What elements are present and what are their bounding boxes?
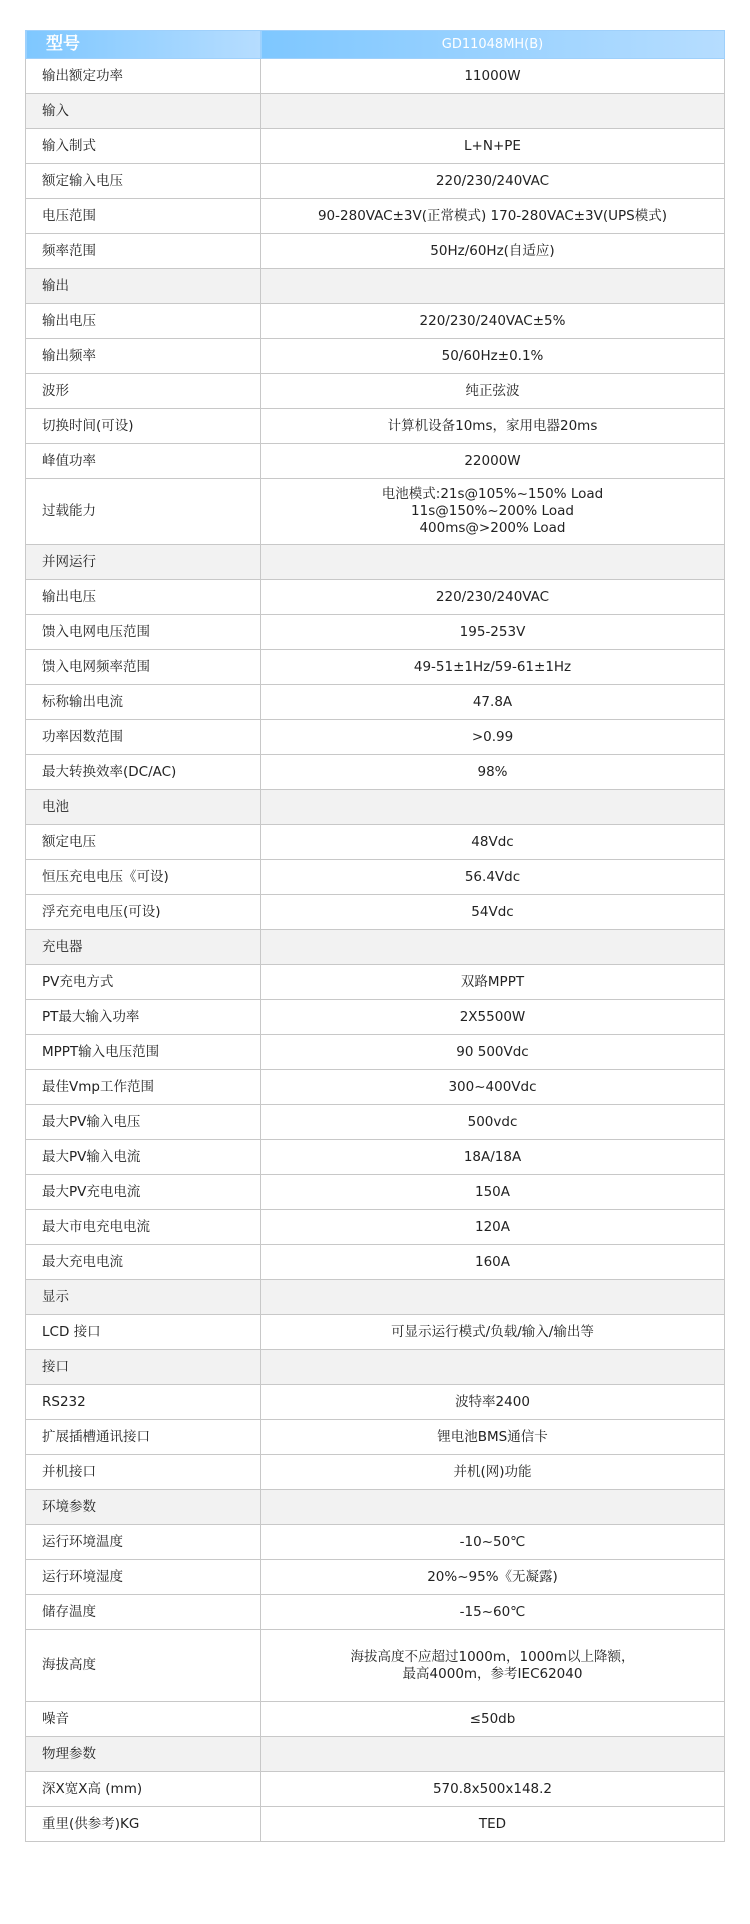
spec-value [261,965,725,1000]
table-row [26,444,725,479]
spec-label: 噪音 [26,1702,261,1737]
table-row [26,234,725,269]
spec-label: 馈入电网频率范围 [26,650,261,685]
spec-value-line: 195-253V [459,623,526,640]
spec-label: 输入制式 [26,129,261,164]
spec-label: 扩展插槽通讯接口 [26,1420,261,1455]
spec-value-line: 90 500Vdc [456,1043,529,1060]
spec-value [261,1105,725,1140]
section-title: 接口 [26,1350,261,1385]
spec-value-line: 波特率2400 [455,1393,530,1410]
spec-label: 波形 [26,374,261,409]
spec-sheet [25,30,724,1842]
spec-label: 浮充充电电压(可设) [26,895,261,930]
spec-label: 馈入电网电压范围 [26,615,261,650]
spec-value-line: 220/230/240VAC [435,172,550,189]
spec-value-line: 120A [474,1218,510,1235]
header-model: GD11048MH(B) [261,31,725,59]
section-empty-cell [261,930,725,965]
spec-value [261,409,725,444]
table-row [26,1175,725,1210]
spec-value-line: 22000W [464,452,521,469]
spec-label: 频率范围 [26,234,261,269]
spec-value [261,1772,725,1807]
table-row [26,580,725,615]
spec-value-line: 150A [474,1183,510,1200]
header-label: 型号 [26,31,261,59]
spec-label: 输出电压 [26,304,261,339]
section-title: 环境参数 [26,1490,261,1525]
section-title: 输出 [26,269,261,304]
spec-value [261,59,725,94]
spec-value [261,1702,725,1737]
table-row [26,479,725,545]
spec-value [261,895,725,930]
section-title: 物理参数 [26,1737,261,1772]
spec-value [261,1385,725,1420]
spec-label: 最大转换效率(DC/AC) [26,755,261,790]
spec-value-line: 49-51±1Hz/59-61±1Hz [413,658,572,675]
spec-label: 过载能力 [26,479,261,545]
spec-label: 最大PV输入电压 [26,1105,261,1140]
spec-label: 运行环境湿度 [26,1560,261,1595]
spec-value-line: 50Hz/60Hz(自适应) [430,242,555,259]
table-row [26,1000,725,1035]
spec-value-line: 300~400Vdc [448,1078,537,1095]
spec-value-line: 计算机设备10ms，家用电器20ms [387,417,598,434]
spec-label: 运行环境温度 [26,1525,261,1560]
spec-label: 额定输入电压 [26,164,261,199]
spec-label: 最大PV充电电流 [26,1175,261,1210]
spec-value-line: 56.4Vdc [464,868,521,885]
spec-value-line: >0.99 [471,728,514,745]
spec-value-line: 电池模式:21s@105%~150% Load [381,486,604,502]
section-row [26,269,725,304]
spec-label: 切换时间(可设) [26,409,261,444]
spec-label: 输出额定功率 [26,59,261,94]
spec-value [261,1315,725,1350]
spec-label: 峰值功率 [26,444,261,479]
section-title: 显示 [26,1280,261,1315]
spec-label: 最大PV输入电流 [26,1140,261,1175]
section-row [26,1350,725,1385]
spec-label: 深X宽X高 (mm) [26,1772,261,1807]
table-row [26,965,725,1000]
section-empty-cell [261,1737,725,1772]
section-empty-cell [261,790,725,825]
spec-label: PV充电方式 [26,965,261,1000]
spec-value [261,1420,725,1455]
spec-value [261,1035,725,1070]
spec-value [261,1070,725,1105]
spec-value-line: 48Vdc [471,833,514,850]
table-header-row [26,31,725,59]
section-row [26,1280,725,1315]
spec-value-line: 最高4000m，参考IEC62040 [402,1665,583,1682]
spec-value-line: 可显示运行模式/负载/输入/输出等 [391,1323,594,1340]
table-row [26,825,725,860]
table-row [26,615,725,650]
section-row [26,790,725,825]
spec-value [261,755,725,790]
spec-value [261,374,725,409]
spec-value-line: 220/230/240VAC±5% [419,312,566,329]
spec-value [261,1140,725,1175]
spec-value-line: 47.8A [472,693,513,710]
table-row [26,1807,725,1842]
table-row [26,720,725,755]
table-row [26,685,725,720]
spec-value-line: 2X5500W [459,1008,526,1025]
spec-value [261,1595,725,1630]
table-row [26,1140,725,1175]
spec-label: LCD 接口 [26,1315,261,1350]
spec-value [261,444,725,479]
spec-label: 最佳Vmp工作范围 [26,1070,261,1105]
spec-value [261,1455,725,1490]
spec-value-line: 18A/18A [463,1148,522,1165]
section-title: 输入 [26,94,261,129]
section-empty-cell [261,1280,725,1315]
spec-value [261,685,725,720]
section-row [26,1490,725,1525]
spec-value-line: 50/60Hz±0.1% [441,347,544,364]
spec-value-line: 并机(网)功能 [453,1463,532,1480]
spec-value-line: 54Vdc [471,903,514,920]
spec-label: 额定电压 [26,825,261,860]
spec-label: 储存温度 [26,1595,261,1630]
table-row [26,59,725,94]
spec-value [261,825,725,860]
spec-value [261,615,725,650]
table-row [26,164,725,199]
spec-value [261,479,725,545]
spec-label: 功率因数范围 [26,720,261,755]
table-row [26,860,725,895]
spec-value [261,1525,725,1560]
table-row [26,1070,725,1105]
section-empty-cell [261,269,725,304]
spec-value-line: 海拔高度不应超过1000m，1000m以上降额， [350,1648,635,1665]
table-row [26,1420,725,1455]
section-title: 电池 [26,790,261,825]
table-row [26,1702,725,1737]
spec-value-line: 98% [477,763,508,780]
spec-value [261,1807,725,1842]
table-row [26,1385,725,1420]
spec-value [261,164,725,199]
table-row [26,1035,725,1070]
section-title: 充电器 [26,930,261,965]
spec-value-line: 11000W [464,67,521,84]
spec-value [261,304,725,339]
spec-value [261,1210,725,1245]
spec-value-line: 纯正弦波 [465,382,520,399]
spec-value [261,129,725,164]
table-row [26,1630,725,1702]
spec-value-line: 20%~95%《无凝露) [427,1568,558,1585]
spec-value [261,860,725,895]
spec-value [261,580,725,615]
section-empty-cell [261,545,725,580]
table-row [26,1210,725,1245]
spec-value-line: 锂电池BMS通信卡 [437,1428,548,1445]
table-row [26,1560,725,1595]
spec-value [261,339,725,374]
spec-value-line: ≤50db [469,1710,516,1727]
spec-label: 重里(供参考)KG [26,1807,261,1842]
spec-value [261,199,725,234]
spec-label: 标称输出电流 [26,685,261,720]
spec-value-line: 双路MPPT [460,973,525,990]
table-row [26,304,725,339]
table-row [26,339,725,374]
table-row [26,1525,725,1560]
table-row [26,1315,725,1350]
spec-value [261,1245,725,1280]
spec-label: 最大充电电流 [26,1245,261,1280]
spec-value [261,1630,725,1702]
spec-value-line: 220/230/240VAC [435,588,550,605]
table-row [26,1245,725,1280]
spec-value [261,650,725,685]
spec-value-line: -15~60℃ [459,1603,526,1620]
spec-value-line: 500vdc [467,1113,518,1130]
spec-label: 最大市电充电电流 [26,1210,261,1245]
spec-value-line: -10~50℃ [459,1533,526,1550]
section-empty-cell [261,1350,725,1385]
section-empty-cell [261,94,725,129]
spec-value [261,720,725,755]
table-row [26,1105,725,1140]
spec-label: 输出频率 [26,339,261,374]
table-row [26,895,725,930]
section-title: 并网运行 [26,545,261,580]
spec-value [261,1000,725,1035]
spec-label: MPPT输入电压范围 [26,1035,261,1070]
spec-value-line: 11s@150%~200% Load [411,503,574,519]
table-row [26,755,725,790]
spec-value-line: 160A [474,1253,510,1270]
spec-value-line: TED [478,1815,507,1832]
spec-label: RS232 [26,1385,261,1420]
spec-value-line: 400ms@>200% Load [419,520,566,536]
table-row [26,1595,725,1630]
spec-value [261,234,725,269]
section-empty-cell [261,1490,725,1525]
spec-value-line: 90-280VAC±3V(正常模式) 170-280VAC±3V(UPS模式) [317,207,668,224]
table-row [26,650,725,685]
table-row [26,129,725,164]
spec-label: 海拔高度 [26,1630,261,1702]
spec-table [25,30,725,1842]
spec-value [261,1560,725,1595]
table-row [26,1772,725,1807]
spec-value-line: 570.8x500x148.2 [432,1780,553,1797]
spec-label: 恒压充电电压《可设) [26,860,261,895]
spec-value [261,1175,725,1210]
table-row [26,409,725,444]
spec-label: 并机接口 [26,1455,261,1490]
spec-value-line: L+N+PE [464,137,521,154]
spec-label: 电压范围 [26,199,261,234]
section-row [26,94,725,129]
table-row [26,1455,725,1490]
spec-label: PT最大输入功率 [26,1000,261,1035]
spec-label: 输出电压 [26,580,261,615]
section-row [26,545,725,580]
section-row [26,930,725,965]
section-row [26,1737,725,1772]
table-row [26,199,725,234]
table-row [26,374,725,409]
